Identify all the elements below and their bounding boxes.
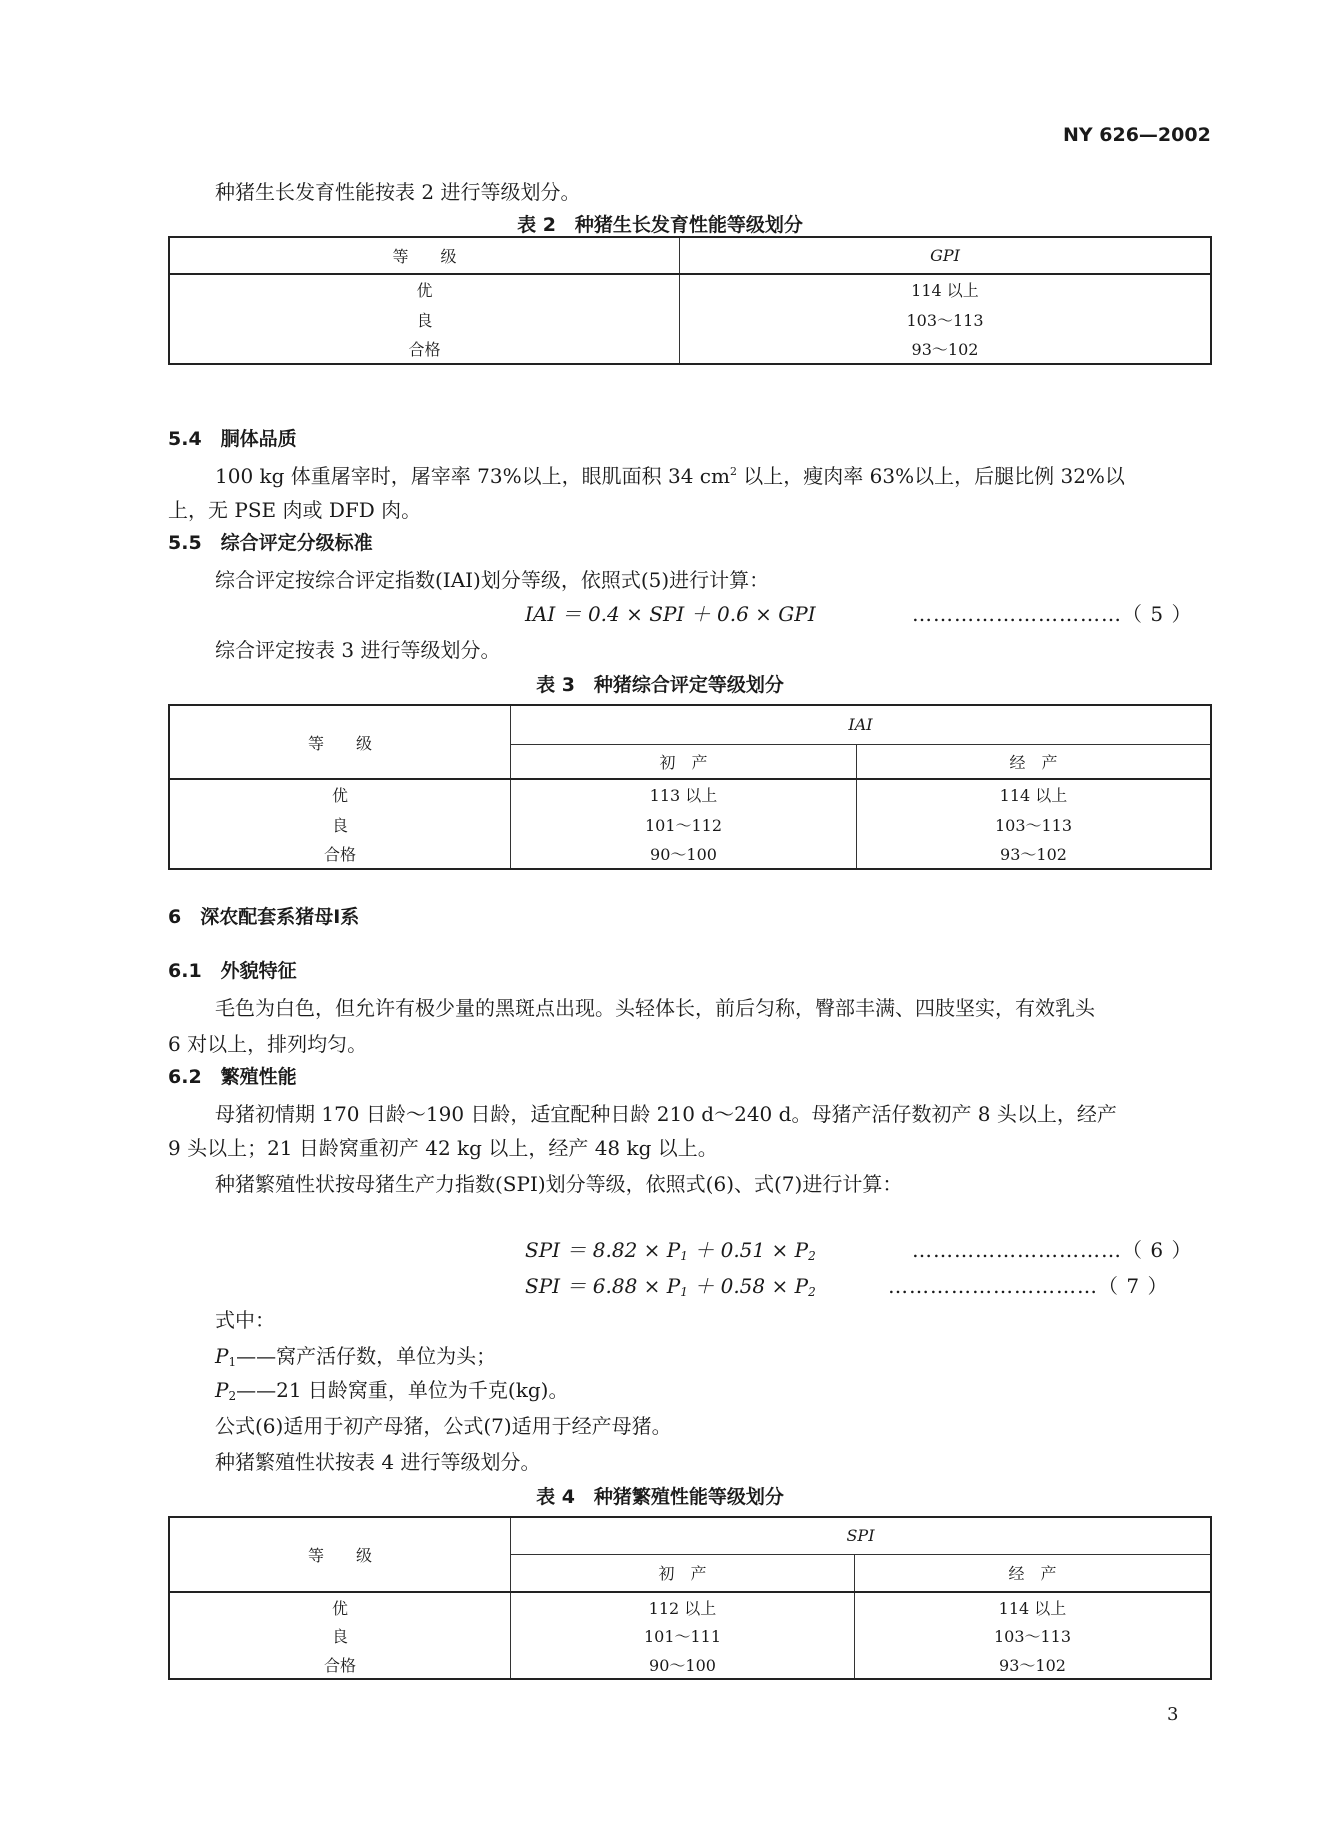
grade-cell: 优	[331, 1598, 348, 1618]
p1-definition: $P_1——$窝产活仔数，单位为头；	[215, 1344, 497, 1369]
formula-7-number: …………………………（ 7 ）	[888, 1274, 1169, 1298]
grade-cell: 合格	[323, 845, 356, 864]
value-cell: 101～112	[511, 809, 857, 839]
value-cell: 90～100	[511, 1650, 855, 1679]
value-cell: 101～111	[511, 1621, 855, 1650]
table3-head-grade: 等 级	[169, 705, 511, 779]
section-6-2-line2: 9 头以上；21 日龄窝重初产 42 kg 以上，经产 48 kg 以上。	[168, 1136, 718, 1160]
section-6-1-title: 6.1 外貌特征	[168, 960, 297, 982]
formula-6: SPI ＝ $8.82 \times P_1 + 0.51 \times P_2$	[525, 1238, 816, 1263]
table2-intro: 种猪生长发育性能按表 2 进行等级划分。	[215, 180, 581, 204]
table-4	[168, 1516, 1212, 1680]
formula-6-number: …………………………（ 6 ）	[912, 1238, 1193, 1262]
formula-7: SPI ＝ $6.88 \times P_1 + 0.58 \times P_2$	[525, 1274, 816, 1299]
table4-head-grade: 等 级	[169, 1517, 511, 1592]
value-cell: 93～102	[855, 1650, 1212, 1679]
grade-cell: 良	[416, 310, 433, 330]
table3-head-later: 经 产	[857, 744, 1212, 779]
table-row	[169, 839, 1211, 869]
grade-cell: 优	[331, 786, 348, 805]
where-label: 式中：	[215, 1308, 275, 1332]
table2-caption: 表 2 种猪生长发育性能等级划分	[517, 214, 803, 236]
value-cell: 114 以上	[680, 274, 1212, 304]
section-5-5-title: 5.5 综合评定分级标准	[168, 532, 373, 554]
p2-definition: $P_2——21$ 日龄窝重，单位为千克(kg)。	[215, 1378, 569, 1403]
grade-cell: 合格	[408, 340, 441, 359]
table3-caption: 表 3 种猪综合评定等级划分	[536, 674, 784, 696]
table-row	[169, 1592, 1211, 1621]
table-row	[169, 304, 1211, 334]
value-cell: 103～113	[855, 1621, 1212, 1650]
page-number: 3	[1167, 1704, 1179, 1725]
value-cell: 103～113	[680, 304, 1212, 334]
table-row	[169, 274, 1211, 304]
table-row	[169, 779, 1211, 809]
section-5-5-line1: 综合评定按综合评定指数(IAI)划分等级，依照式(5)进行计算：	[215, 568, 770, 592]
table-3	[168, 704, 1212, 870]
grade-cell: 良	[331, 1627, 348, 1646]
section-5-4-line1: 100 kg 体重屠宰时，屠宰率 73%以上，眼肌面积 34 $cm^2$ 以上，瘦肉率 63%以上，后腿比例 32%以	[215, 464, 1125, 488]
table2-head-gpi: GPI	[680, 237, 1212, 274]
standard-code: NY 626—2002	[1063, 124, 1211, 146]
table4-head-spi: SPI	[511, 1517, 1212, 1554]
formula-5-number: …………………………（ 5 ）	[912, 602, 1193, 626]
section-5-5-line2: 综合评定按表 3 进行等级划分。	[215, 638, 501, 662]
table-2	[168, 236, 1212, 365]
table4-caption: 表 4 种猪繁殖性能等级划分	[536, 1486, 784, 1508]
table-row	[169, 809, 1211, 839]
section-6-2-line3: 种猪繁殖性状按母猪生产力指数(SPI)划分等级，依照式(6)、式(7)进行计算：	[215, 1172, 903, 1196]
value-cell: 90～100	[511, 839, 857, 869]
value-cell: 114 以上	[855, 1592, 1212, 1621]
table-row	[169, 1621, 1211, 1650]
value-cell: 112 以上	[511, 1592, 855, 1621]
value-cell: 93～102	[857, 839, 1212, 869]
grade-cell: 合格	[323, 1655, 356, 1675]
grade-cell: 良	[331, 815, 348, 835]
table-row	[169, 334, 1211, 364]
section-6-1-line1: 毛色为白色，但允许有极少量的黑斑点出现。头轻体长，前后匀称，臀部丰满、四肢坚实，有效乳头	[215, 996, 1095, 1020]
table2-head-grade: 等 级	[392, 247, 457, 266]
value-cell: 113 以上	[511, 779, 857, 809]
section-6-2-title: 6.2 繁殖性能	[168, 1066, 297, 1088]
formula-usage-note: 公式(6)适用于初产母猪，公式(7)适用于经产母猪。	[215, 1414, 672, 1438]
table3-head-first: 初 产	[511, 744, 857, 779]
formula-5: IAI ＝ 0.4 × SPI ＋ 0.6 × GPI	[525, 602, 816, 626]
table3-head-iai: IAI	[511, 705, 1212, 744]
section-6-2-line1: 母猪初情期 170 日龄～190 日龄，适宜配种日龄 210 d～240 d。母猪产活仔数初产 8 头以上，经产	[215, 1102, 1117, 1126]
section-6-1-line2: 6 对以上，排列均匀。	[168, 1032, 368, 1056]
table-row	[169, 1650, 1211, 1679]
value-cell: 93～102	[680, 334, 1212, 364]
section-5-4-title: 5.4 胴体品质	[168, 428, 297, 450]
value-cell: 103～113	[857, 809, 1212, 839]
table4-head-first: 初 产	[511, 1554, 855, 1592]
section-5-4-line2: 上，无 PSE 肉或 DFD 肉。	[168, 498, 422, 522]
section-6-title: 6 深农配套系猪母Ⅰ系	[168, 906, 360, 928]
grade-cell: 优	[416, 281, 433, 300]
table4-head-later: 经 产	[855, 1554, 1212, 1592]
table4-intro: 种猪繁殖性状按表 4 进行等级划分。	[215, 1450, 541, 1474]
value-cell: 114 以上	[857, 779, 1212, 809]
